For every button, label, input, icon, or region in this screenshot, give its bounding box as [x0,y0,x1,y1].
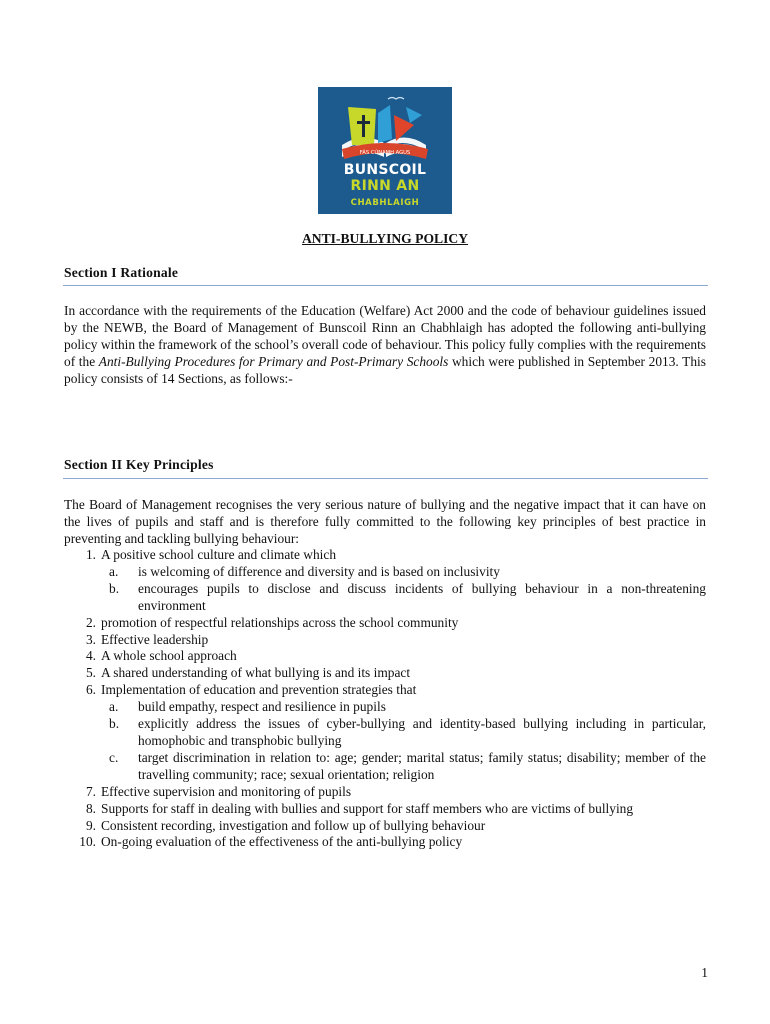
school-logo [318,87,452,214]
logo-text-chabhlaigh: CHABHLAIGH [350,198,420,208]
list-item: 9. Consistent recording, investigation and follow up of bullying behaviour [85,817,486,833]
section-1-paragraph: In accordance with the requirements of the Education (Welfare) Act 2000 and the code of behaviour guidelines issued by the NEWB, the Board of Management of Bunscoil Rinn an Chabhlaigh has adopted the following anti-bullying policy within the framework of the school’s overall code of behaviour. This policy fully complies with the requirements of the Anti-Bullying Procedures for Primary and Post-Primary Schools which were published in September 2013. This policy consists of 14 Sections, as follows:- [64,303,706,386]
page-number: 1 [701,965,708,980]
logo-text-bunscoil: BUNSCOIL [343,162,427,178]
list-item: 7. Effective supervision and monitoring of pupils [85,783,352,799]
list-item: 4. A whole school approach [85,648,237,664]
key-principles-list [64,547,706,851]
section-2-heading: Section II Key Principles [64,457,214,472]
section-1-heading: Section I Rationale [64,265,179,280]
list-item: 3. Effective leadership [85,631,209,647]
sub-list-item: b. encourages pupils to disclose and discuss incidents of bullying behaviour in a non-threatening environment [109,580,706,613]
page-title: ANTI-BULLYING POLICY [301,231,469,246]
procedures-title: Anti-Bullying Procedures for Primary and Post-Primary Schools [98,353,449,369]
sub-list-item: b. explicitly address the issues of cyber-bullying and identity-based bullying including in particular, homophobic and transphobic bullying [109,716,706,748]
list-item: 8. Supports for staff in dealing with bullies and support for staff members who are victims of bullying [85,800,634,816]
sub-list [101,564,706,615]
sub-list-item: c. target discrimination in relation to: age; gender; marital status; family status; disability; member of the travelling community; race; sexual orientation; religion [109,749,706,782]
list-item: 5. A shared understanding of what bullying is and its impact [85,665,411,681]
list-item: 2. promotion of respectful relationships across the school community [85,614,459,630]
list-item: 10. On-going evaluation of the effectiveness of the anti-bullying policy [79,834,463,850]
list-item: 1. A positive school culture and climate which a. is welcoming of difference and diversity and is based on inclusivity b. encourages pupils to disclose and discuss incidents of bullying behaviour in a non-threatening environment [85,547,706,613]
sub-list-item: a. build empathy, respect and resilience in pupils [109,699,386,715]
list-item: 6. Implementation of education and prevention strategies that a. build empathy, respect and resilience in pupils b. explicitly address the issues of cyber-bullying and identity-based bullying including in particular, homophobic and transphobic bullying c. target discrimination in relation to: age; gender; marital status; family status; disability; member of the travelling community; race; sexual orientation; religion [85,682,706,782]
section-2-divider [63,478,708,479]
svg-text:FÁS CÚNAMH AGUS: FÁS CÚNAMH AGUS [359,150,411,156]
sub-list-item: a. is welcoming of difference and diversity and is based on inclusivity [109,563,500,579]
logo-text-rinn-an: RINN AN [350,178,420,194]
section-2-intro: The Board of Management recognises the very serious nature of bullying and the negative impact that it can have on the lives of pupils and staff and is therefore fully committed to the following key principles of best practice in preventing and tackling bullying behaviour: [64,497,706,546]
sub-list [101,699,706,784]
section-1-divider [63,285,708,286]
